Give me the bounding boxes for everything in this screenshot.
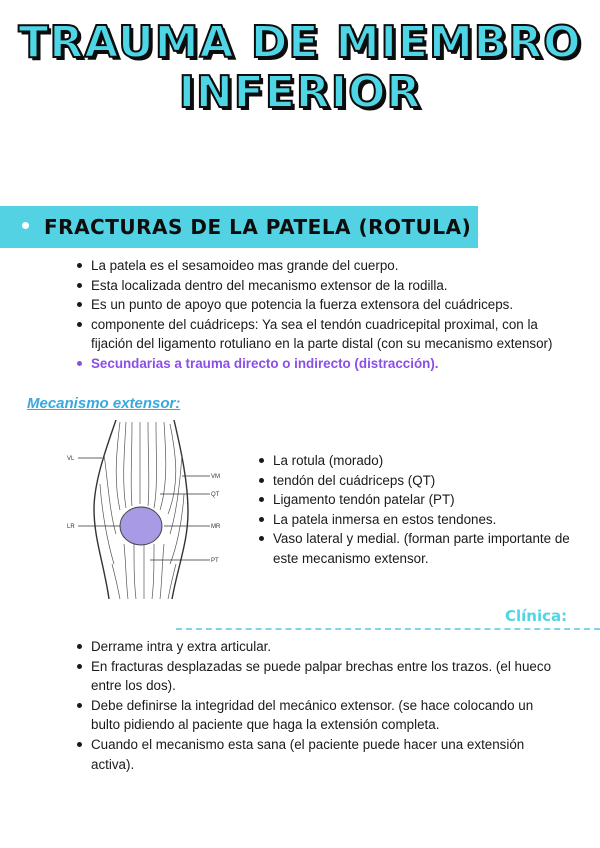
figure-label-vm: VM (211, 474, 220, 480)
list-item: Es un punto de apoyo que potencia la fuerza extensora del cuádriceps. (76, 295, 556, 315)
clinica-heading: Clínica: (505, 607, 568, 625)
figure-label-mr: MR (211, 524, 221, 530)
clinica-list (76, 637, 556, 774)
list-item-highlight: Secundarias a trauma directo o indirecto (distracción). (76, 354, 556, 374)
bullet-icon (22, 222, 29, 229)
figure-label-pt: PT (211, 558, 219, 564)
section-title: FRACTURAS DE LA PATELA (ROTULA) (44, 215, 472, 239)
list-item: La patela es el sesamoideo mas grande del cuerpo. (76, 256, 556, 276)
patela-list (76, 256, 556, 374)
list-item: Esta localizada dentro del mecanismo extensor de la rodilla. (76, 276, 556, 296)
list-item: Derrame intra y extra articular. (76, 637, 556, 657)
list-item: Debe definirse la integridad del mecánico extensor. (se hace colocando un bulto pidiendo al paciente que haga la extensión completa. (76, 696, 556, 735)
page-title-line-1: TRAUMA DE MIEMBRO (18, 17, 582, 68)
mecanismo-list (258, 451, 574, 569)
list-item: componente del cuádriceps: Ya sea el tendón cuadricepital proximal, con la fijación del ligamento rotuliano en la parte distal (con su mecanismo extensor) (76, 315, 556, 354)
page-title-line-2: INFERIOR (178, 67, 422, 118)
knee-drawing-icon (64, 414, 225, 602)
figure-label-qt: QT (211, 492, 220, 498)
list-item: La patela inmersa en estos tendones. (258, 510, 574, 530)
list-item: tendón del cuádriceps (QT) (258, 471, 574, 491)
list-item: Vaso lateral y medial. (forman parte importante de este mecanismo extensor. (258, 529, 574, 568)
list-item: Ligamento tendón patelar (PT) (258, 490, 574, 510)
knee-anatomy-figure (64, 414, 225, 602)
list-item: Cuando el mecanismo esta sana (el paciente puede hacer una extensión activa). (76, 735, 556, 774)
page-title (0, 18, 600, 118)
list-item: La rotula (morado) (258, 451, 574, 471)
dashed-divider (176, 628, 600, 630)
list-item: En fracturas desplazadas se puede palpar brechas entre los trazos. (el hueco entre los dos). (76, 657, 556, 696)
figure-label-lr: LR (67, 524, 75, 530)
section-header (0, 206, 478, 248)
mecanismo-heading: Mecanismo extensor: (27, 395, 181, 412)
figure-label-vl: VL (67, 456, 75, 462)
